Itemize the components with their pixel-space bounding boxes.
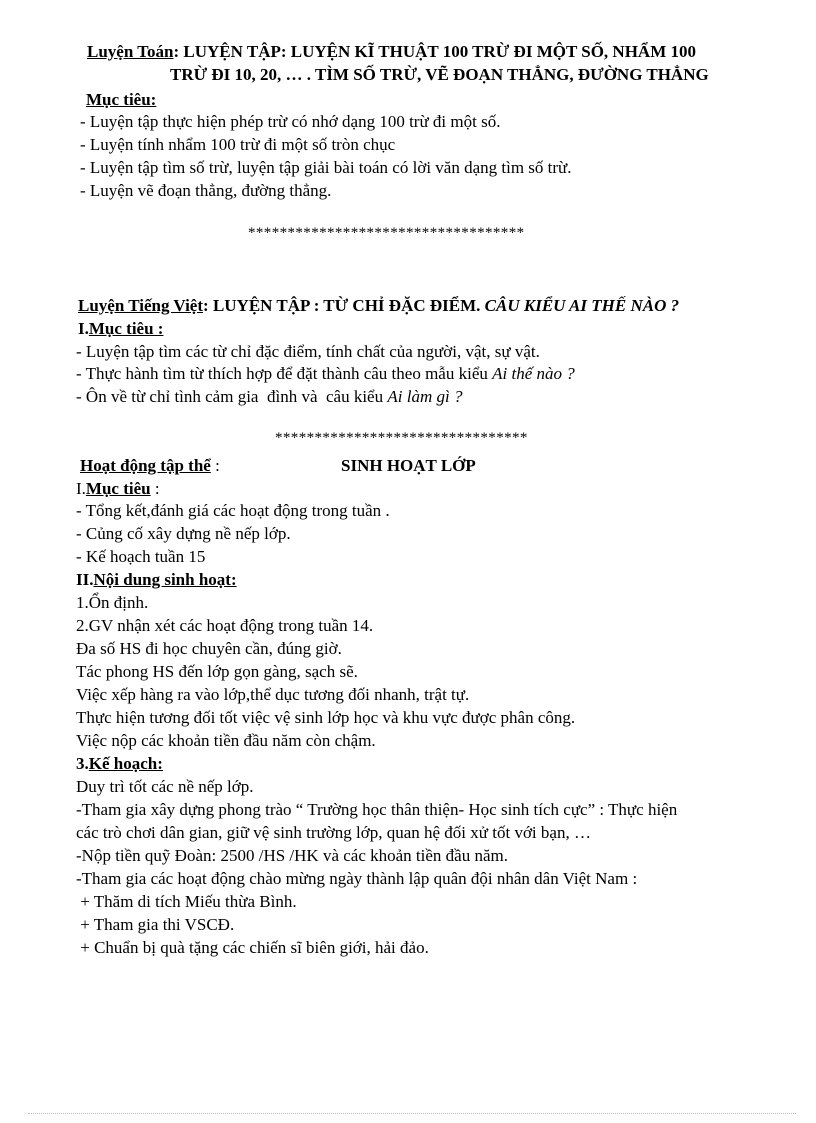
activity-plan-heading: Kế hoạch: [88,754,163,773]
vietnamese-title-italic: CÂU KIỂU AI THẾ NÀO ? [484,296,680,315]
vietnamese-title: LUYỆN TẬP : TỪ CHỈ ĐẶC ĐIỂM. [208,296,485,315]
activity-goal-heading: Mục tiêu [85,479,151,498]
math-goal-3: - Luyện tập tìm số trừ, luyện tập giải bài toán có lời văn dạng tìm số trừ. [80,158,572,177]
activity-plan-heading-row [76,753,163,775]
vietnamese-goal-1: - Luyện tập tìm các từ chỉ đặc điểm, tính chất của người, vật, sự vật. [76,342,540,361]
activity-content-2: 2.GV nhận xét các hoạt động trong tuần 14. [76,616,374,635]
activity-content-heading: Nội dung sinh hoạt: [93,570,237,589]
activity-plan-5: -Tham gia các hoạt động chào mừng ngày thành lập quân đội nhân dân Việt Nam : [76,869,638,888]
activity-goal-1: - Tổng kết,đánh giá các hoạt động trong tuần . [76,501,390,520]
activity-goal-heading-row [76,478,160,500]
vietnamese-goal-heading: Mục tiêu : [88,319,164,338]
page-bottom-divider [28,1113,796,1114]
vietnamese-goal-3-text: - Ôn về từ chỉ tình cảm gia đình và câu kiểu [76,387,388,406]
activity-content-7: Việc nộp các khoản tiền đầu năm còn chậm. [76,731,376,750]
activity-plan-8: + Chuẩn bị quà tặng các chiến sĩ biên giới, hải đảo. [76,938,429,957]
math-subject: Luyện Toán [87,42,174,61]
math-goal-2: - Luyện tính nhẩm 100 trừ đi một số tròn chục [80,135,396,154]
activity-content-5: Việc xếp hàng ra vào lớp,thể dục tương đối nhanh, trật tự. [76,685,470,704]
vietnamese-goal-3 [76,386,462,408]
activity-goal-prefix: I. [76,479,86,498]
activity-goal-3: - Kế hoạch tuần 15 [76,547,206,566]
vietnamese-goal-2-text: - Thực hành tìm từ thích hợp để đặt thành câu theo mẫu kiểu [76,364,493,383]
activity-content-3: Đa số HS đi học chuyên cần, đúng giờ. [76,639,342,658]
vietnamese-subject: Luyện Tiếng Việt [78,296,204,315]
vietnamese-goal-3-italic: Ai làm gì ? [387,387,463,406]
activity-plan-2: -Tham gia xây dựng phong trào “ Trường học thân thiện- Học sinh tích cực” : Thực hiện [76,800,678,819]
math-goal-heading: Mục tiêu: [86,90,157,109]
math-title-line1: LUYỆN TẬP: LUYỆN KĨ THUẬT 100 TRỪ ĐI MỘT SỐ, NHẨM 100 [183,42,696,61]
activity-content-heading-row [76,569,237,591]
math-goal-1: - Luyện tập thực hiện phép trừ có nhớ dạng 100 trừ đi một số. [80,112,501,131]
activity-colon: : [210,456,220,475]
activity-goal-colon: : [150,479,160,498]
math-colon: : [173,42,180,61]
vietnamese-goal-2 [76,363,575,385]
math-title-line2: TRỪ ĐI 10, 20, … . TÌM SỐ TRỪ, VẼ ĐOẠN THẲNG, ĐƯỜNG THẲNG [170,65,709,84]
activity-content-prefix: II. [76,570,94,589]
activity-goal-2: - Củng cố xây dựng nề nếp lớp. [76,524,291,543]
activity-title: SINH HOẠT LỚP [341,456,476,475]
activity-content-6: Thực hiện tương đối tốt việc vệ sinh lớp học và khu vực được phân công. [76,708,576,727]
vietnamese-goal-heading-row [78,318,163,340]
separator-2: ******************************** [275,430,528,446]
activity-content-4: Tác phong HS đến lớp gọn gàng, sạch sẽ. [76,662,358,681]
activity-content-1: 1.Ổn định. [76,593,149,612]
math-heading [87,41,696,63]
math-goal-4: - Luyện vẽ đoạn thẳng, đường thẳng. [80,181,332,200]
vietnamese-heading [78,295,679,317]
activity-plan-1: Duy trì tốt các nề nếp lớp. [76,777,254,796]
activity-heading [80,455,220,477]
separator-1: *********************************** [248,225,525,241]
activity-subject: Hoạt động tập thể [80,456,211,475]
activity-plan-4: -Nộp tiền quỹ Đoàn: 2500 /HS /HK và các khoản tiền đầu năm. [76,846,508,865]
vietnamese-goal-2-italic: Ai thế nào ? [492,364,575,383]
activity-plan-7: + Tham gia thi VSCĐ. [76,915,235,934]
activity-plan-prefix: 3. [76,754,89,773]
vietnamese-colon: : [203,296,209,315]
activity-plan-3: các trò chơi dân gian, giữ vệ sinh trường lớp, quan hệ đối xử tốt với bạn, … [76,823,591,842]
activity-plan-6: + Thăm di tích Miếu thừa Bình. [76,892,297,911]
vietnamese-goal-prefix: I. [78,319,89,338]
